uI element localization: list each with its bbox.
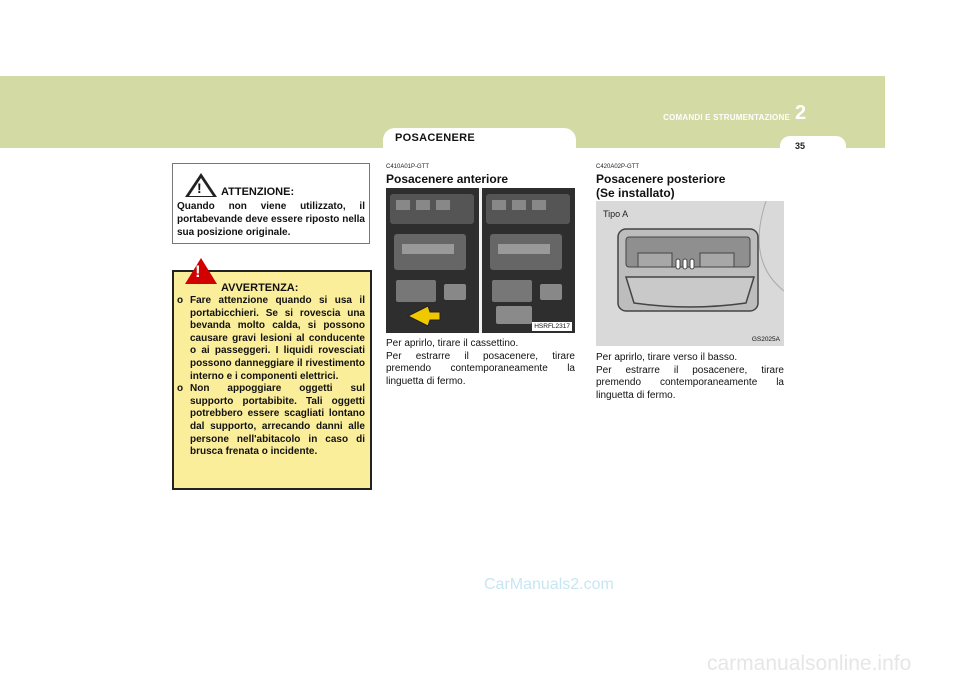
ashtray-illustration — [596, 201, 784, 346]
dashboard-illustration — [386, 188, 575, 333]
front-code: C410A01P-GTT — [386, 164, 430, 170]
warning-exclamation-icon: ! — [195, 262, 201, 281]
page-tab — [780, 136, 846, 156]
section-title: POSACENERE — [395, 132, 476, 144]
rear-image-label: GS2025A — [751, 336, 780, 343]
chapter-number: 2 — [795, 102, 807, 124]
warning-item: o Fare attenzione quando si usa il portabicchieri. Se si rovescia una bevanda molto calda, si possono causare gravi lesioni al conducente o ai passeggeri. I liquidi rovesciati possono danneggiare il rivestimento interno e i componenti elettrici. — [177, 295, 365, 382]
page-number: 35 — [795, 141, 806, 151]
front-ashtray-photo — [386, 188, 575, 333]
rear-heading: Posacenere posteriore (Se installato) — [596, 172, 726, 200]
rear-code: C420A02P-GTT — [596, 164, 640, 170]
front-text: Per aprirlo, tirare il cassettino. Per estrarre il posacenere, tirare premendo contemporaneamente la linguetta di fermo. — [386, 338, 575, 387]
rear-text: Per aprirlo, tirare verso il basso. Per estrarre il posacenere, tirare premendo contemporaneamente la linguetta di fermo. — [596, 352, 784, 401]
warning-list — [177, 295, 365, 459]
attention-title: ATTENZIONE: — [221, 186, 295, 198]
rear-ashtray-drawing — [596, 201, 784, 346]
watermark-top: CarManuals2.com — [484, 576, 614, 593]
exclamation-icon: ! — [197, 180, 202, 196]
front-heading: Posacenere anteriore — [386, 172, 509, 186]
front-image-label: HSRFL2317 — [534, 323, 570, 330]
rear-image-type-label: Tipo A — [603, 209, 629, 219]
chapter-title: COMANDI E STRUMENTAZIONE — [663, 113, 790, 122]
attention-text: Quando non viene utilizzato, il portabevande deve essere riposto nella sua posizione originale. — [177, 201, 365, 238]
watermark-bottom: carmanualsonline.info — [707, 652, 912, 675]
warning-title: AVVERTENZA: — [221, 282, 299, 294]
warning-item: o Non appoggiare oggetti sul supporto portabibite. Tali oggetti potrebbero essere scagliati lontano dal supporto, arrecando danni alle persone nell'abitacolo in caso di brusca frenata o incidente. — [177, 383, 365, 458]
warning-triangle-icon — [185, 258, 217, 284]
